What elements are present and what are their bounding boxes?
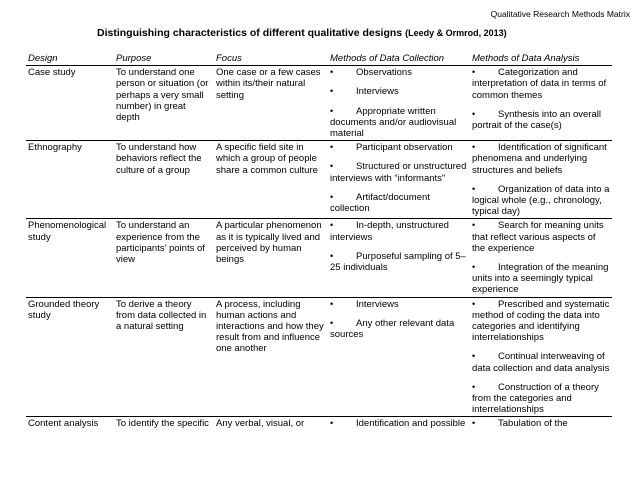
bullet-icon: • — [330, 298, 334, 309]
list-item: • Integration of the meaning units into a seemingly typical experience — [472, 262, 609, 296]
bullet-icon: • — [472, 381, 476, 392]
bullet-icon: • — [330, 191, 334, 202]
bullet-icon: • — [472, 298, 476, 309]
cell-collection — [328, 297, 470, 417]
cell-focus: A specific field site in which a group of people share a common culture — [214, 141, 328, 219]
bullet-icon: • — [472, 142, 476, 153]
column-header-focus: Focus — [214, 53, 328, 66]
qualitative-designs-table — [26, 53, 612, 431]
column-header-analysis: Methods of Data Analysis — [470, 53, 612, 66]
list-item: • Organization of data into a logical whole (e.g., chronology, typical day) — [472, 183, 610, 218]
column-header-purpose: Purpose — [114, 53, 214, 66]
bullet-icon: • — [472, 67, 476, 78]
cell-focus: A particular phenomenon as it is typically lived and perceived by human beings — [214, 219, 328, 297]
bullet-icon: • — [472, 418, 476, 429]
list-item: • Appropriate written documents and/or audiovisual material — [330, 105, 457, 140]
list-item: • Synthesis into an overall portrait of the case(s) — [472, 108, 601, 132]
cell-analysis — [470, 417, 612, 431]
cell-purpose: To derive a theory from data collected in a natural setting — [114, 297, 214, 417]
title-citation: (Leedy & Ormrod, 2013) — [405, 28, 507, 38]
bullet-icon: • — [330, 220, 334, 231]
cell-design: Content analysis — [28, 418, 99, 430]
cell-focus: A process, including human actions and interactions and how they result from and influence one another — [214, 297, 328, 417]
cell-design: Grounded theory study — [26, 297, 114, 417]
table-header-row — [26, 53, 612, 66]
list-item: • Categorization and interpretation of data in terms of common themes — [472, 67, 607, 101]
cell-purpose: To understand how behaviors reflect the culture of a group — [114, 141, 214, 219]
list-item: • Any other relevant data sources — [330, 317, 455, 341]
cell-focus: Any verbal, visual, or — [216, 418, 305, 430]
bullet-icon: • — [330, 86, 334, 97]
bullet-icon: • — [472, 262, 476, 273]
bullet-icon: • — [330, 418, 334, 429]
cell-focus: One case or a few cases within its/their natural setting — [214, 66, 328, 141]
bullet-icon: • — [330, 142, 334, 153]
bullet-icon: • — [472, 108, 476, 119]
list-item: • Purposeful sampling of 5–25 individuals — [330, 250, 466, 274]
cell-collection — [328, 141, 470, 219]
list-item: • Identification of significant phenomena and underlying structures and beliefs — [472, 142, 607, 176]
cell-purpose: To understand one person or situation (or perhaps a very small number) in great depth — [114, 66, 214, 141]
cell-purpose: To identify the specific — [116, 418, 209, 430]
page-title — [97, 27, 507, 39]
list-item: • In-depth, unstructured interviews — [330, 220, 449, 243]
cell-analysis — [470, 66, 612, 141]
column-header-collection: Methods of Data Collection — [328, 53, 470, 66]
cell-collection — [328, 417, 470, 431]
bullet-icon: • — [472, 183, 476, 194]
cell-collection — [328, 66, 470, 141]
list-item: • Identification and possible — [330, 418, 466, 430]
cell-purpose: To understand an experience from the participants’ points of view — [114, 219, 214, 297]
document-header-label: Qualitative Research Methods Matrix — [490, 9, 630, 19]
bullet-icon: • — [472, 220, 476, 231]
list-item: • Artifact/document collection — [330, 191, 430, 215]
cell-design: Case study — [26, 66, 114, 141]
list-item: • Tabulation of the — [472, 418, 568, 430]
table-row — [26, 297, 612, 417]
column-header-design: Design — [26, 53, 114, 66]
list-item: • Construction of a theory from the categories and interrelationships — [472, 381, 599, 416]
cell-design: Ethnography — [26, 141, 114, 219]
title-main: Distinguishing characteristics of different qualitative designs — [97, 27, 403, 39]
bullet-icon: • — [330, 250, 334, 261]
list-item: • Structured or unstructured interviews with “informants” — [330, 161, 467, 184]
table-row — [26, 141, 612, 219]
list-item: • Interviews — [330, 86, 399, 98]
cell-analysis — [470, 141, 612, 219]
bullet-icon: • — [330, 105, 334, 116]
cell-analysis — [470, 219, 612, 297]
list-item: • Participant observation — [330, 142, 453, 154]
cell-design: Phenomenological study — [26, 219, 114, 297]
list-item: • Interviews — [330, 298, 399, 310]
table-row — [26, 219, 612, 297]
list-item: • Continual interweaving of data collection and data analysis — [472, 351, 610, 374]
list-item: • Prescribed and systematic method of coding the data into categories and identifying interrelationships — [472, 298, 610, 344]
table-row — [26, 66, 612, 141]
table-row — [26, 417, 612, 431]
bullet-icon: • — [330, 161, 334, 172]
bullet-icon: • — [472, 351, 476, 362]
list-item: • Observations — [330, 67, 412, 79]
bullet-icon: • — [330, 67, 334, 78]
cell-analysis — [470, 297, 612, 417]
bullet-icon: • — [330, 317, 334, 328]
list-item: • Search for meaning units that reflect various aspects of the experience — [472, 220, 604, 254]
cell-collection — [328, 219, 470, 297]
